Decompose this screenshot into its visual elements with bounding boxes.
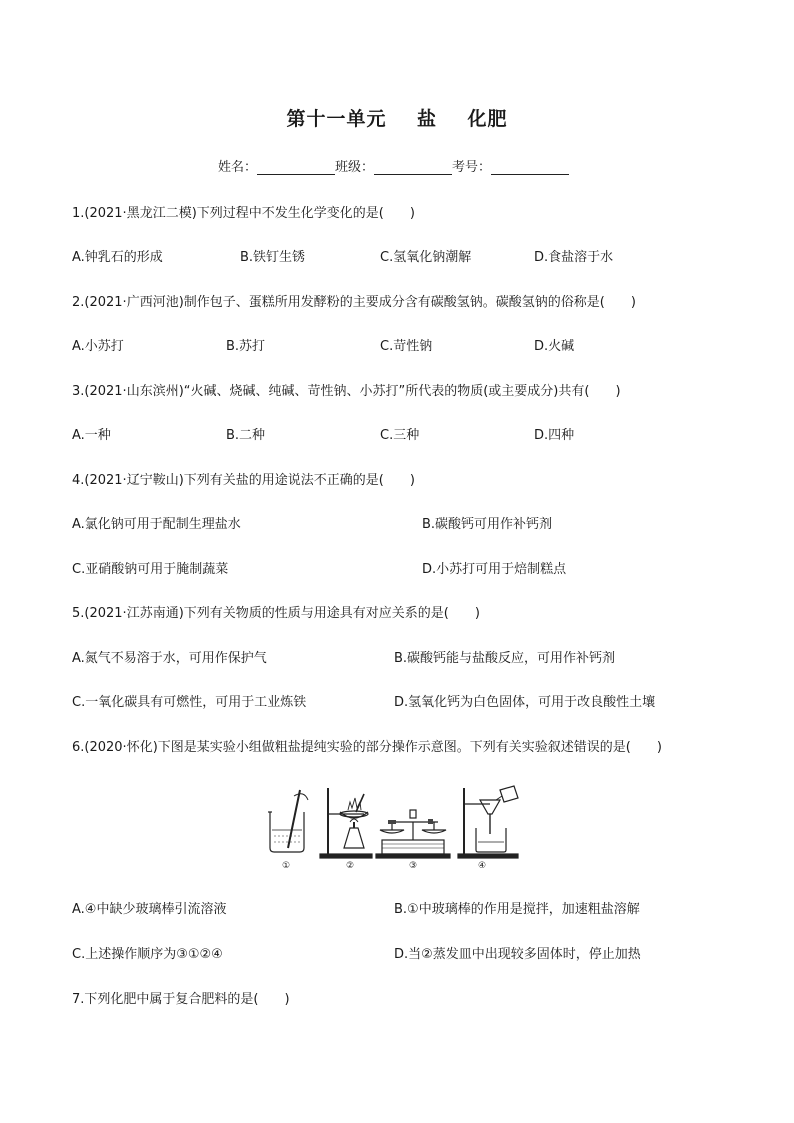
- figure-4-filtration: [458, 786, 518, 858]
- figure-1-dissolving: [268, 790, 308, 852]
- question-1-option-a[interactable]: A.钟乳石的形成: [72, 250, 163, 265]
- exam-no-label: 考号：: [452, 160, 492, 175]
- question-1-option-b[interactable]: B.铁钉生锈: [240, 250, 306, 265]
- name-blank[interactable]: [257, 158, 335, 175]
- figure-label-4: ④: [477, 861, 487, 871]
- question-2-option-d[interactable]: D.火碱: [534, 339, 575, 354]
- figure-label-3: ③: [408, 861, 418, 871]
- question-6-option-c[interactable]: C.上述操作顺序为③①②④: [72, 947, 223, 962]
- question-4-option-a[interactable]: A.氯化钠可用于配制生理盐水: [72, 517, 241, 532]
- question-3-option-d[interactable]: D.四种: [534, 428, 575, 443]
- question-5-option-b[interactable]: B.碳酸钙能与盐酸反应，可用作补钙剂: [394, 651, 616, 666]
- question-4-option-c[interactable]: C.亚硝酸钠可用于腌制蔬菜: [72, 562, 229, 577]
- question-4-option-b[interactable]: B.碳酸钙可用作补钙剂: [422, 517, 553, 532]
- figure-label-2: ②: [345, 861, 355, 871]
- question-5-option-d[interactable]: D.氢氧化钙为白色固体，可用于改良酸性土壤: [394, 695, 656, 710]
- question-4-option-d[interactable]: D.小苏打可用于焙制糕点: [422, 562, 567, 577]
- figure-2-evaporation: [320, 788, 372, 858]
- question-3-option-a[interactable]: A.一种: [72, 428, 111, 443]
- question-3-option-c[interactable]: C.三种: [380, 428, 420, 443]
- class-label: 班级：: [335, 160, 375, 175]
- question-6-option-d[interactable]: D.当②蒸发皿中出现较多固体时，停止加热: [394, 947, 641, 962]
- figure-label-1: ①: [281, 861, 291, 871]
- question-3-option-b[interactable]: B.二种: [226, 428, 266, 443]
- question-1-option-c[interactable]: C.氢氧化钠潮解: [380, 250, 472, 265]
- question-6-option-a[interactable]: A.④中缺少玻璃棒引流溶液: [72, 902, 227, 917]
- question-4-stem: 4.(2021·辽宁鞍山)下列有关盐的用途说法不正确的是( ): [72, 473, 415, 488]
- name-label: 姓名：: [218, 160, 258, 175]
- question-2-option-c[interactable]: C.苛性钠: [380, 339, 433, 354]
- student-info-row: [218, 156, 569, 175]
- question-7-stem: 7.下列化肥中属于复合肥料的是( ): [72, 992, 290, 1007]
- figure-3-balance: [376, 810, 450, 858]
- question-5-option-c[interactable]: C.一氧化碳具有可燃性，可用于工业炼铁: [72, 695, 307, 710]
- question-5-option-a[interactable]: A.氮气不易溶于水，可用作保护气: [72, 651, 267, 666]
- question-2-option-b[interactable]: B.苏打: [226, 339, 266, 354]
- question-3-stem: 3.(2021·山东滨州)“火碱、烧碱、纯碱、苛性钠、小苏打”所代表的物质(或主要成分)共有( ): [72, 384, 621, 399]
- question-5-stem: 5.(2021·江苏南通)下列有关物质的性质与用途具有对应关系的是( ): [72, 606, 480, 621]
- question-6-stem: 6.(2020·怀化)下图是某实验小组做粗盐提纯实验的部分操作示意图。下列有关实验叙述错误的是( ): [72, 740, 662, 755]
- question-1-option-d[interactable]: D.食盐溶于水: [534, 250, 614, 265]
- question-1-stem: 1.(2021·黑龙江二模)下列过程中不发生化学变化的是( ): [72, 206, 415, 221]
- class-blank[interactable]: [374, 158, 452, 175]
- salt-purification-figure: [264, 782, 526, 872]
- question-6-option-b[interactable]: B.①中玻璃棒的作用是搅拌，加速粗盐溶解: [394, 902, 640, 917]
- question-2-stem: 2.(2021·广西河池)制作包子、蛋糕所用发酵粉的主要成分含有碳酸氢钠。碳酸氢钠的俗称是( ): [72, 295, 636, 310]
- exam-no-blank[interactable]: [491, 158, 569, 175]
- question-2-option-a[interactable]: A.小苏打: [72, 339, 124, 354]
- page-title: 第十一单元 盐 化肥: [286, 108, 508, 130]
